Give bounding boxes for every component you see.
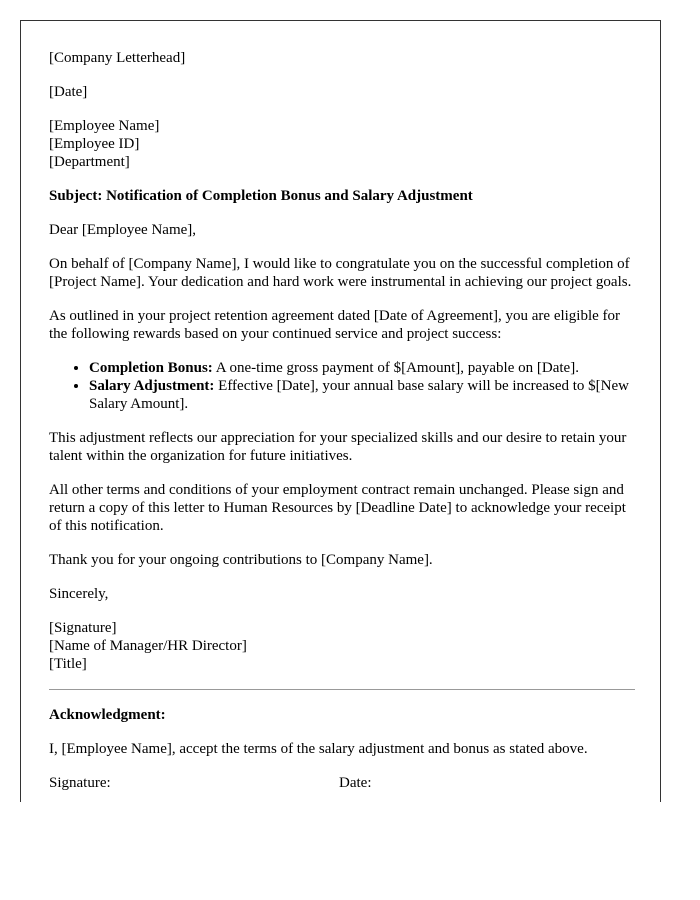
letter-date: [Date] [49, 84, 88, 100]
paragraph-appreciation: This adjustment reflects our appreciation for your specialized skills and our desire to retain your talent within the organization for future initiatives. [49, 430, 627, 464]
letter-content [49, 49, 635, 792]
reward-label: Salary Adjustment: [89, 378, 215, 394]
signer-title: [Title] [49, 656, 87, 672]
salutation: Dear [Employee Name], [49, 222, 197, 238]
letter-page [20, 20, 661, 802]
reward-text: Effective [Date], your annual base salary will be increased to $[New Salary Amount]. [89, 378, 629, 412]
acknowledgment-date-label: Date: [339, 775, 372, 791]
signature-placeholder: [Signature] [49, 620, 117, 636]
company-letterhead: [Company Letterhead] [49, 50, 186, 66]
acknowledgment-heading: Acknowledgment: [49, 707, 166, 723]
rewards-list [49, 359, 635, 413]
reward-text: A one-time gross payment of $[Amount], payable on [Date]. [212, 360, 579, 376]
paragraph-terms: All other terms and conditions of your employment contract remain unchanged. Please sign and return a copy of this letter to Human Resources by [Deadline Date] to acknowledge your receipt of this notification. [49, 482, 626, 534]
reward-item-salary-adjustment [89, 377, 635, 413]
paragraph-congratulations: On behalf of [Company Name], I would like to congratulate you on the successful completion of [Project Name]. Your dedication and hard work were instrumental in achieving our project goals. [49, 256, 632, 290]
recipient-id: [Employee ID] [49, 136, 140, 152]
acknowledgment-signature-label: Signature: [49, 775, 111, 791]
section-divider [49, 689, 635, 690]
acknowledgment-sign-row [49, 774, 635, 792]
reward-item-completion-bonus [89, 359, 635, 377]
letter-subject: Subject: Notification of Completion Bonus and Salary Adjustment [49, 188, 473, 204]
reward-label: Completion Bonus: [89, 360, 213, 376]
recipient-block [49, 117, 635, 171]
recipient-name: [Employee Name] [49, 118, 160, 134]
acknowledgment-statement: I, [Employee Name], accept the terms of the salary adjustment and bonus as stated above. [49, 741, 588, 757]
signature-block [49, 619, 635, 673]
paragraph-eligibility: As outlined in your project retention agreement dated [Date of Agreement], you are eligible for the following rewards based on your continued service and project success: [49, 308, 621, 342]
paragraph-thanks: Thank you for your ongoing contributions to [Company Name]. [49, 552, 433, 568]
recipient-department: [Department] [49, 154, 130, 170]
signer-name: [Name of Manager/HR Director] [49, 638, 247, 654]
closing: Sincerely, [49, 586, 109, 602]
